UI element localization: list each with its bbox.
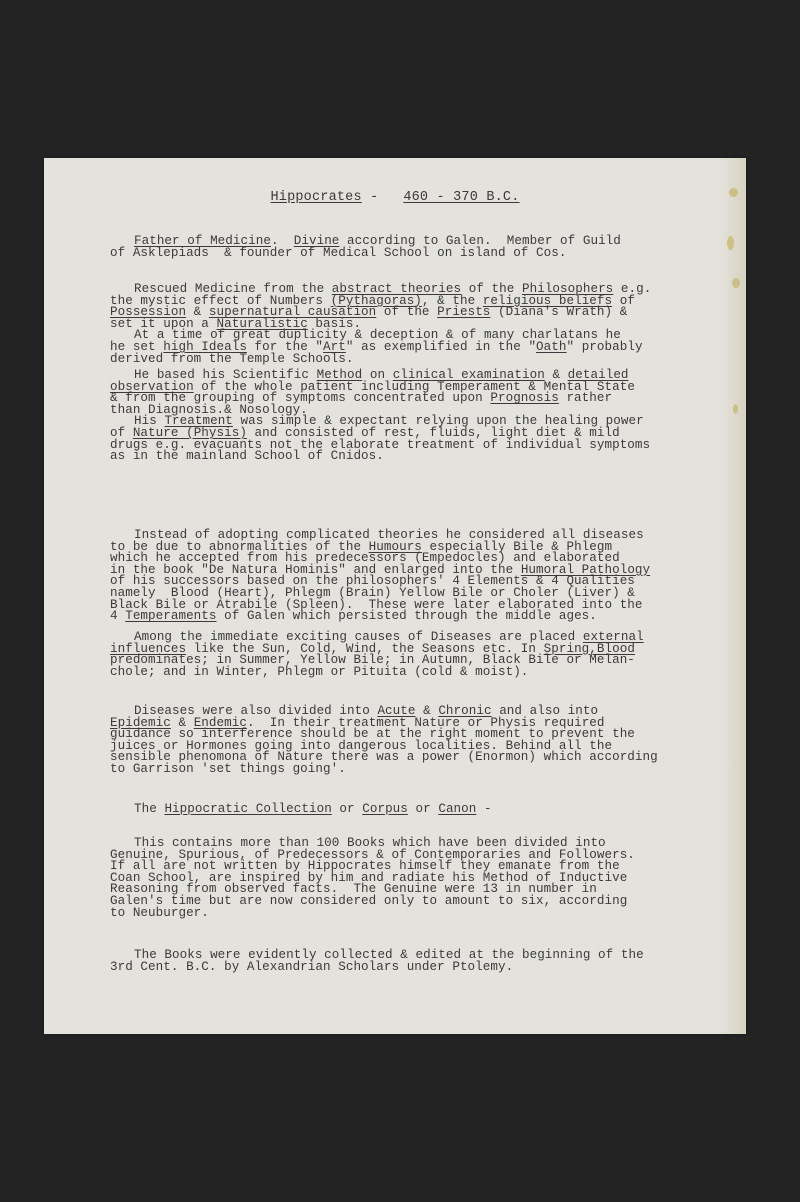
- stain: [732, 278, 740, 288]
- paragraph-8: This contains more than 100 Books which have been divided into Genuine, Spurious, of Predecessors & of Contemporaries and Followers. If all are not written by Hippocrates himself they emanate from the Coan School, are inspired by him and radiate his Method of Inductive Reasoning from observed facts. The Genuine were 13 in number in Galen's time but are now considered only to amount to six, according to Neuburger.: [110, 836, 635, 920]
- paragraph-6: Diseases were also divided into Acute & Chronic and also into Epidemic & Endemic. In their treatment Nature or Physis required guidance so interference should be at the right moment to prevent the juices or Hormones going into dangerous localities. Behind all the sensible phenomona of Nature there was a power (Enormon) which according to Garrison 'set things going'.: [110, 704, 658, 776]
- section-heading: The Hippocratic Collection or Corpus or Canon -: [134, 802, 492, 816]
- paragraph-4: Instead of adopting complicated theories he considered all diseases to be due to abnormalities of the Humours especially Bile & Phlegm which he accepted from his predecessors (Empedocles) and elaborated in the book "De Natura Hominis" and enlarged into the Humoral Pathology of his successors based on the philosophers' 4 Elements & 4 Qualities namely Blood (Heart), Phlegm (Brain) Yellow Bile or Choler (Liver) & Black Bile or Atrabile (Spleen). These were later elaborated into the 4 Temperaments of Galen which persisted through the middle ages.: [110, 528, 651, 624]
- stain: [729, 188, 738, 197]
- paragraph-3: He based his Scientific Method on clinical examination & detailed observation of the whole patient including Temperament & Mental State & from the grouping of symptoms concentrated upon Prognosis rather than Diagnosis.& Nosology. His Treatment was simple & expectant relying upon the healing power of Nature (Physis) and consisted of rest, fluids, light diet & mild drugs e.g. evacuants not the elaborate treatment of individual symptoms as in the mainland School of Cnidos.: [110, 368, 651, 464]
- paragraph-2: Rescued Medicine from the abstract theories of the Philosophers e.g. the mystic effect of Numbers (Pythagoras), & the religious beliefs of Possession & supernatural causation of the Priests (Diana's Wrath) & set it upon a Naturalistic basis. At a time of great duplicity & deception & of many charlatans he he set high Ideals for the "Art" as exemplified in the "Oath" probably derived from the Temple Schools.: [110, 282, 652, 366]
- paragraph-1: Father of Medicine. Divine according to Galen. Member of Guild of Asklepiads & founder of Medical School on island of Cos.: [110, 234, 621, 260]
- stain: [733, 404, 738, 414]
- stain: [727, 236, 734, 250]
- page-title: Hippocrates - 460 - 370 B.C.: [270, 190, 520, 205]
- typed-page: [44, 158, 746, 1034]
- paragraph-5: Among the immediate exciting causes of Diseases are placed external influences like the Sun, Cold, Wind, the Seasons etc. In Spring,Blood predominates; in Summer, Yellow Bile; in Autumn, Black Bile or Melan- chole; and in Winter, Phlegm or Pituita (cold & moist).: [110, 630, 644, 679]
- paragraph-9: The Books were evidently collected & edited at the beginning of the 3rd Cent. B.C. by Alexandrian Scholars under Ptolemy.: [110, 948, 644, 974]
